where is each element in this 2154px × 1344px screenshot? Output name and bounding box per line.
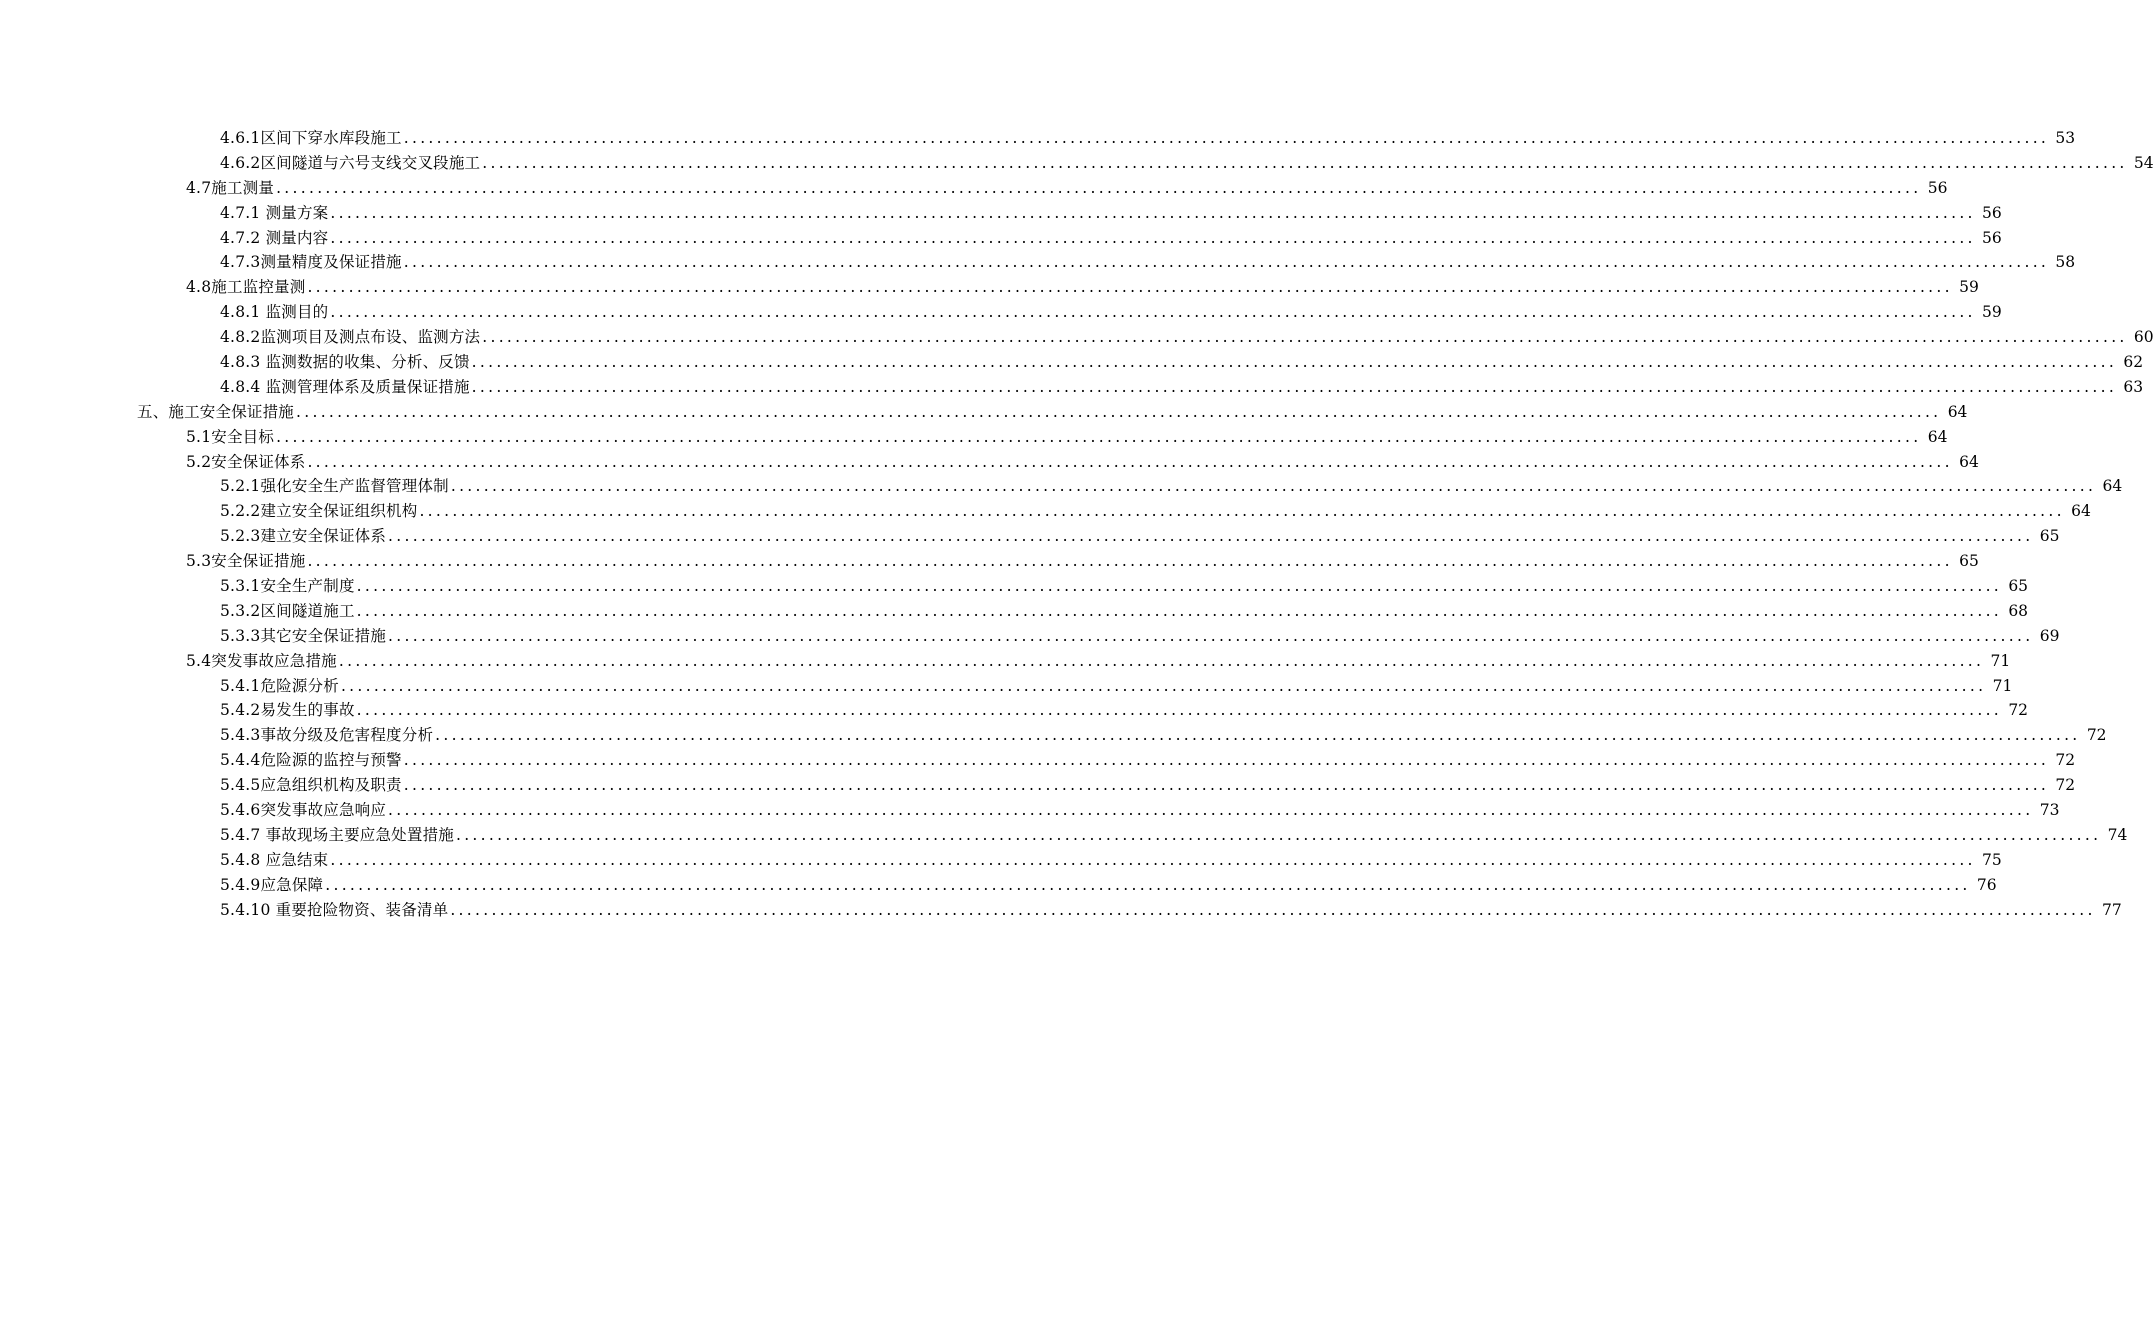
toc-page-number: 76 (1976, 875, 1997, 894)
toc-page-number: 73 (2039, 801, 2060, 820)
toc-page-number: 64 (1927, 427, 1948, 446)
toc-page-number: 59 (1982, 303, 2002, 322)
toc-page-number: 58 (2055, 253, 2076, 272)
table-of-contents (0, 126, 2154, 923)
toc-entry[interactable] (0, 873, 1997, 898)
toc-page-number: 56 (1927, 178, 1948, 197)
toc-entry-label: 5.4.6突发事故应急响应 (220, 801, 387, 820)
toc-dot-leader: ........................................................................................................................................................................................................ (325, 875, 1971, 894)
toc-entry[interactable] (0, 549, 1979, 574)
toc-entry-label: 4.7.2 测量内容 (220, 228, 329, 247)
toc-entry-label: 5.4.5应急组织机构及职责 (220, 776, 402, 795)
toc-dot-leader: ........................................................................................................................................................................................................ (482, 153, 2128, 172)
toc-entry-label: 4.6.1区间下穿水库段施工 (220, 129, 402, 147)
toc-entry-label: 5.3.2区间隧道施工 (220, 601, 355, 620)
toc-dot-leader: ........................................................................................................................................................................................................ (388, 626, 2034, 645)
toc-entry[interactable] (0, 201, 2002, 226)
toc-page-number: 69 (2039, 626, 2060, 645)
toc-entry-label: 5.2.1强化安全生产监督管理体制 (220, 477, 449, 496)
toc-entry[interactable] (0, 499, 2091, 524)
toc-entry-label: 4.8施工监控量测 (186, 278, 306, 297)
toc-dot-leader: ........................................................................................................................................................................................................ (296, 402, 1942, 421)
toc-entry-label: 5.2安全保证体系 (186, 452, 306, 471)
toc-page-number: 53 (2055, 129, 2076, 147)
toc-entry[interactable] (0, 723, 2107, 748)
toc-dot-leader: ........................................................................................................................................................................................................ (307, 278, 1953, 297)
toc-page-number: 68 (2008, 601, 2029, 620)
toc-entry-label: 5.3.3其它安全保证措施 (220, 626, 387, 645)
toc-dot-leader: ........................................................................................................................................................................................................ (388, 801, 2034, 820)
toc-entry[interactable] (0, 300, 2002, 325)
toc-page-number: 59 (1959, 278, 1979, 297)
toc-entry-label: 4.8.4 监测管理体系及质量保证措施 (220, 377, 470, 396)
toc-entry-label: 5.4.8 应急结束 (220, 850, 329, 869)
toc-page-number: 56 (1982, 203, 2002, 222)
toc-entry-label: 5.3.1安全生产制度 (220, 577, 355, 596)
toc-dot-leader: ........................................................................................................................................................................................................ (482, 328, 2128, 347)
toc-dot-leader: ........................................................................................................................................................................................................ (356, 701, 2003, 720)
toc-entry[interactable] (0, 350, 2144, 375)
toc-entry[interactable] (0, 250, 2076, 275)
toc-dot-leader: ........................................................................................................................................................................................................ (403, 776, 2050, 795)
toc-page-number: 77 (2102, 900, 2122, 919)
toc-entry[interactable] (0, 275, 1979, 300)
toc-entry-label: 5.1安全目标 (186, 427, 275, 446)
toc-dot-leader: ........................................................................................................................................................................................................ (276, 427, 1922, 446)
toc-entry[interactable] (0, 400, 1968, 425)
toc-dot-leader: ........................................................................................................................................................................................................ (330, 850, 1976, 869)
toc-entry[interactable] (0, 674, 2013, 699)
toc-entry-label: 5.4.10 重要抢险物资、装备清单 (220, 900, 449, 919)
toc-entry[interactable] (0, 375, 2144, 400)
toc-entry[interactable] (0, 151, 2154, 176)
toc-dot-leader: ........................................................................................................................................................................................................ (356, 601, 2003, 620)
toc-page-number: 60 (2133, 328, 2154, 347)
toc-dot-leader: ........................................................................................................................................................................................................ (388, 527, 2034, 546)
toc-entry-label: 4.8.1 监测目的 (220, 303, 329, 322)
toc-entry[interactable] (0, 176, 1948, 201)
toc-entry-label: 5.4.9应急保障 (220, 875, 324, 894)
toc-dot-leader: ........................................................................................................................................................................................................ (356, 577, 2003, 596)
toc-entry[interactable] (0, 226, 2002, 251)
toc-dot-leader: ........................................................................................................................................................................................................ (471, 353, 2118, 372)
toc-page-number: 56 (1982, 228, 2002, 247)
toc-entry-label: 5.4.3事故分级及危害程度分析 (220, 726, 434, 745)
toc-entry-label: 5.4.2易发生的事故 (220, 701, 355, 720)
toc-page-number: 64 (1959, 452, 1979, 471)
toc-dot-leader: ........................................................................................................................................................................................................ (338, 651, 1985, 670)
toc-entry-label: 五、施工安全保证措施 (137, 402, 295, 421)
toc-page-number: 72 (2055, 751, 2076, 770)
toc-dot-leader: ........................................................................................................................................................................................................ (403, 253, 2050, 272)
toc-entry[interactable] (0, 798, 2060, 823)
toc-page-number: 74 (2107, 825, 2128, 844)
toc-dot-leader: ........................................................................................................................................................................................................ (450, 900, 2096, 919)
toc-entry-label: 5.4.4危险源的监控与预警 (220, 751, 402, 770)
toc-entry-label: 5.3安全保证措施 (186, 552, 306, 571)
toc-page-number: 63 (2123, 377, 2144, 396)
toc-entry-label: 5.4.1危险源分析 (220, 676, 339, 695)
toc-entry[interactable] (0, 599, 2029, 624)
toc-dot-leader: ........................................................................................................................................................................................................ (455, 825, 2102, 844)
toc-entry[interactable] (0, 450, 1979, 475)
toc-entry-label: 4.8.3 监测数据的收集、分析、反馈 (220, 353, 470, 372)
toc-page-number: 72 (2086, 726, 2107, 745)
toc-page-number: 71 (1990, 651, 2011, 670)
toc-entry-label: 4.7施工测量 (186, 178, 275, 197)
toc-dot-leader: ........................................................................................................................................................................................................ (403, 751, 2050, 770)
toc-page-number: 54 (2133, 153, 2154, 172)
toc-entry[interactable] (0, 474, 2123, 499)
toc-dot-leader: ........................................................................................................................................................................................................ (419, 502, 2065, 521)
toc-page-number: 64 (2102, 477, 2123, 496)
toc-page-number: 65 (2039, 527, 2060, 546)
toc-entry[interactable] (0, 325, 2154, 350)
toc-page-number: 62 (2123, 353, 2144, 372)
toc-entry-label: 5.4突发事故应急措施 (186, 651, 337, 670)
toc-dot-leader: ........................................................................................................................................................................................................ (330, 203, 1976, 222)
toc-dot-leader: ........................................................................................................................................................................................................ (330, 228, 1976, 247)
toc-entry[interactable] (0, 649, 2011, 674)
toc-entry-label: 4.6.2区间隧道与六号支线交叉段施工 (220, 153, 481, 172)
toc-entry-label: 4.7.3测量精度及保证措施 (220, 253, 402, 272)
toc-dot-leader: ........................................................................................................................................................................................................ (276, 178, 1922, 197)
toc-entry[interactable] (0, 848, 2002, 873)
toc-entry[interactable] (0, 524, 2060, 549)
toc-page-number: 72 (2008, 701, 2029, 720)
toc-entry[interactable] (0, 574, 2029, 599)
toc-entry[interactable] (0, 823, 2128, 848)
toc-page-number: 65 (2008, 577, 2029, 596)
toc-entry[interactable] (0, 748, 2076, 773)
toc-dot-leader: ........................................................................................................................................................................................................ (330, 303, 1976, 322)
toc-entry[interactable] (0, 698, 2029, 723)
toc-entry-label: 5.2.2建立安全保证组织机构 (220, 502, 418, 521)
toc-entry-label: 4.7.1 测量方案 (220, 203, 329, 222)
toc-dot-leader: ........................................................................................................................................................................................................ (403, 129, 2050, 147)
toc-dot-leader: ........................................................................................................................................................................................................ (340, 676, 1987, 695)
toc-entry[interactable] (0, 425, 1948, 450)
toc-page-number: 71 (1992, 676, 2013, 695)
toc-page-number: 65 (1959, 552, 1979, 571)
toc-dot-leader: ........................................................................................................................................................................................................ (450, 477, 2097, 496)
toc-dot-leader: ........................................................................................................................................................................................................ (307, 552, 1953, 571)
toc-page-number: 75 (1982, 850, 2002, 869)
toc-dot-leader: ........................................................................................................................................................................................................ (435, 726, 2081, 745)
toc-entry[interactable] (0, 773, 2076, 798)
toc-page-number: 64 (2071, 502, 2091, 521)
toc-page-number: 64 (1947, 402, 1968, 421)
toc-entry[interactable] (0, 898, 2122, 923)
toc-entry[interactable] (0, 624, 2060, 649)
toc-dot-leader: ........................................................................................................................................................................................................ (471, 377, 2118, 396)
toc-entry[interactable] (0, 126, 2076, 151)
toc-entry-label: 4.8.2监测项目及测点布设、监测方法 (220, 328, 481, 347)
toc-entry-label: 5.2.3建立安全保证体系 (220, 527, 387, 546)
toc-page-number: 72 (2055, 776, 2076, 795)
toc-entry-label: 5.4.7 事故现场主要应急处置措施 (220, 825, 454, 844)
toc-dot-leader: ........................................................................................................................................................................................................ (307, 452, 1953, 471)
